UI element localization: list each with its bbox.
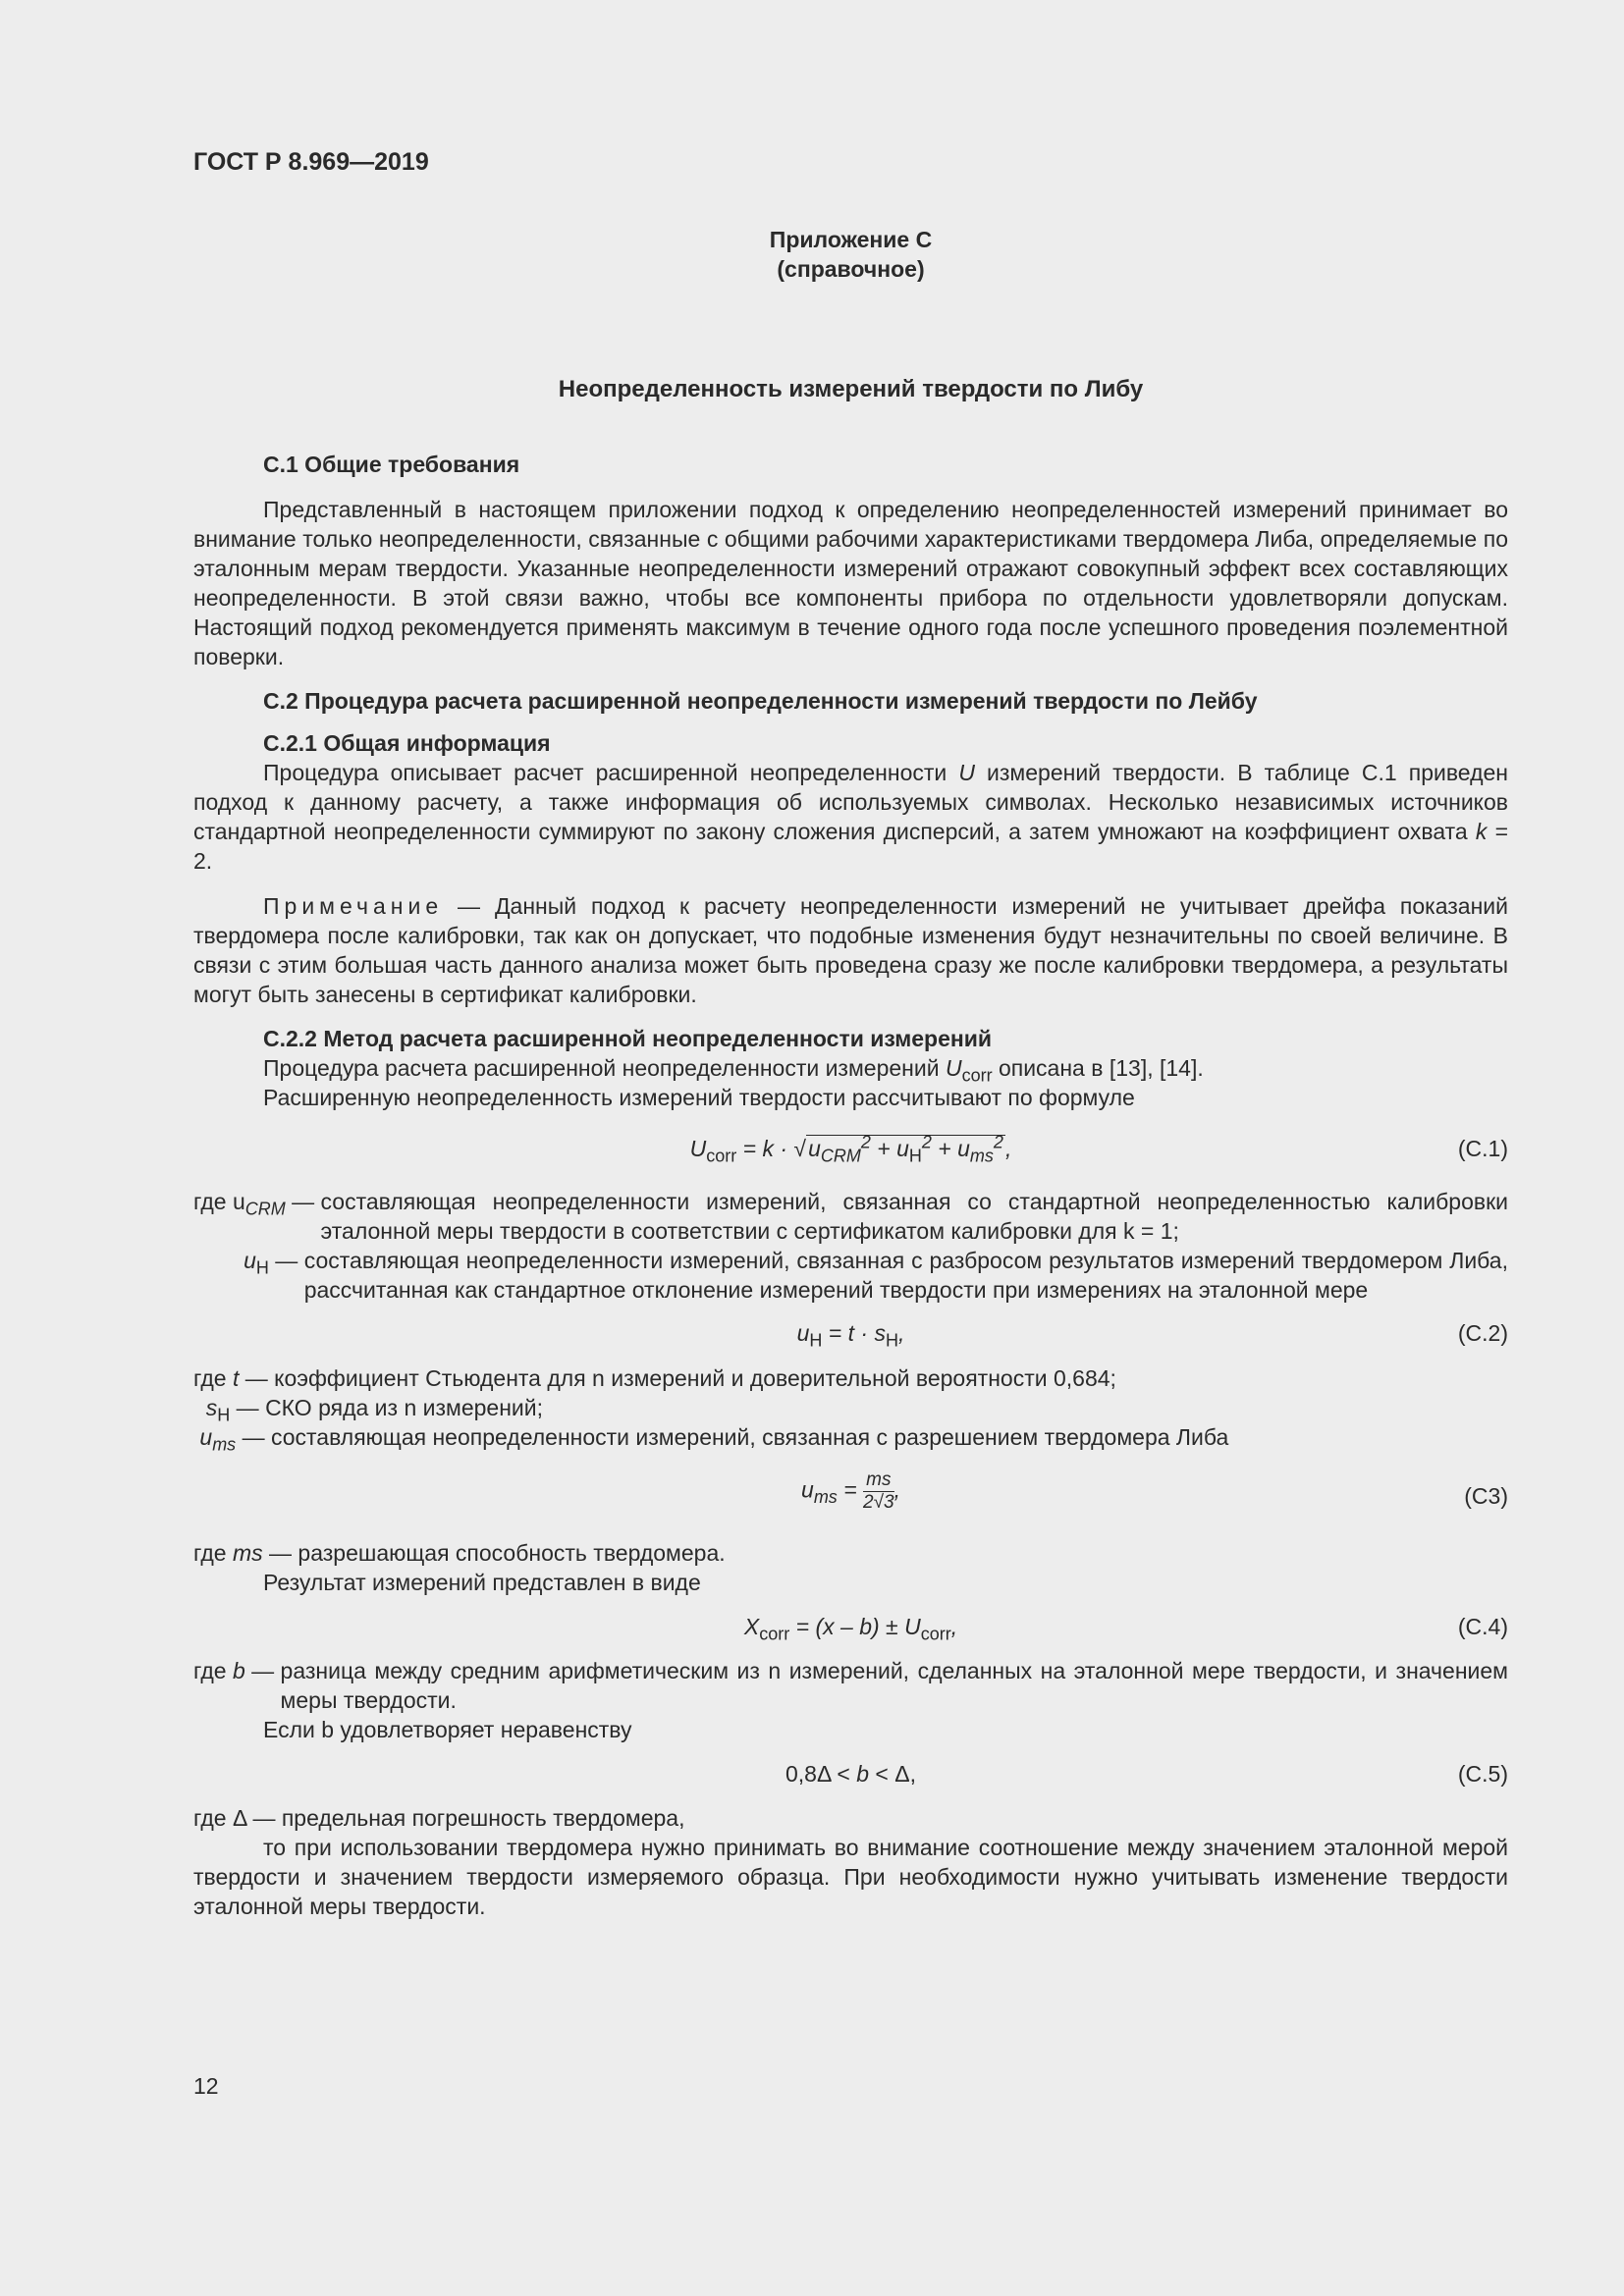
condition-intro: Если b удовлетворяет неравенству [263, 1717, 632, 1742]
formula-c3-number: (С3) [1464, 1483, 1508, 1509]
section-c21-text: Процедура описывает расчет расширенной неопределенности U измерений твердости. В таблице С.1 приведен подход к данному расчету, а также информация об используемых символах. Несколько независимых источников стандартной неопределенности суммируют по закону сложения дисперсий, а затем умножают на коэффициент охвата k = 2. [193, 760, 1508, 874]
where-sh: $s_Н$ — СКО ряда из n измерений; [205, 1395, 544, 1425]
section-c1-heading: С.1 Общие требования [263, 452, 520, 477]
note [193, 891, 1508, 1009]
formula-c2-number: (С.2) [1457, 1320, 1508, 1346]
formula-c3: $u_{ms}$ = $\frac{ms}{2√3}$ , (С3) [801, 1469, 1508, 1513]
document-page [193, 0, 1508, 2296]
appendix-label: Приложение С [769, 227, 933, 252]
where-b: где b — разница между средним арифметическим из n измерений, сделанных на эталонной мере твердости, и значением меры твердости. [193, 1658, 1508, 1713]
formula-c2: $u_Н = t \cdot s_Н$, (С.2) [796, 1320, 1508, 1351]
final-paragraph: то при использовании твердомера нужно принимать во внимание соотношение между значением эталонной мерой твердости и значением твердости измеряемого образца. При необходимости нужно учитывать изменение твердости эталонной меры твердости. [193, 1835, 1508, 1919]
formula-c5-number: (С.5) [1457, 1761, 1508, 1787]
note-label: Примечание [263, 893, 444, 919]
where-ms: где ms — разрешающая способность твердомера. [193, 1540, 726, 1566]
formula-c4: $X_{corr} = (x - b) \pm U_{corr}$, (С.4) [743, 1614, 1508, 1644]
where-delta: где Δ — предельная погрешность твердомера, [193, 1805, 685, 1831]
appendix-heading [193, 225, 1508, 284]
result-intro: Результат измерений представлен в виде [263, 1570, 701, 1595]
standard-number: ГОСТ Р 8.969—2019 [193, 148, 429, 176]
formula-c4-number: (С.4) [1457, 1614, 1508, 1639]
note-text: — Данный подход к расчету неопределенности измерений не учитывает дрейфа показаний твердомера после калибровки, так как он допускает, что подобные изменения будут незначительны по своей величине. В связи с этим большая часть данного анализа может быть проведена сразу же после калибровки твердомера, а результаты могут быть занесены в сертификат калибровки. [193, 893, 1508, 1007]
appendix-title: Неопределенность измерений твердости по Либу [558, 376, 1144, 402]
section-c22-line2: Расширенную неопределенность измерений твердости рассчитывают по формуле [263, 1085, 1135, 1110]
where-ums: $u_{ms}$ — составляющая неопределенности измерений, связанная с разрешением твердомера Либа [199, 1424, 1229, 1455]
formula-c1-number: (С.1) [1457, 1136, 1508, 1161]
appendix-status: (справочное) [777, 256, 925, 282]
document-body [193, 450, 1508, 1921]
formula-c5: 0,8Δ < b < Δ, (С.5) [785, 1761, 1508, 1787]
where-ucrm: где $u_{CRM}$ — составляющая неопределенности измерений, связанная со стандартной неопределенностью калибровки эталонной меры твердости в соответствии с сертификатом калибровки для k = 1; [193, 1189, 1508, 1244]
section-c2-heading: С.2 Процедура расчета расширенной неопределенности измерений твердости по Лейбу [263, 688, 1258, 714]
where-t: где t — коэффициент Стьюдента для n измерений и доверительной вероятности 0,684; [193, 1365, 1116, 1391]
formula-c1: $U_{corr} = k \cdot √u_{CRM}^2 + u_Н^2 + u_{ms}^2$, (С.1) [689, 1132, 1508, 1166]
section-c1-text: Представленный в настоящем приложении подход к определению неопределенностей измерений принимает во внимание только неопределенности, связанные с общими рабочими характеристиками твердомера Либа, определяемые по эталонным мерам твердости. Указанные неопределенности измерений отражают совокупный эффект всех составляющих неопределенности. В этой связи важно, чтобы все компоненты прибора по отдельности удовлетворяли допускам. Настоящий подход рекомендуется применять максимум в течение одного года после успешного проведения поэлементной поверки. [193, 497, 1508, 669]
section-c22-heading: С.2.2 Метод расчета расширенной неопределенности измерений [263, 1026, 993, 1051]
section-c22-line1: Процедура расчета расширенной неопределенности измерений $U_{corr}$ описана в [13], [14]. [263, 1055, 1204, 1086]
page-number: 12 [193, 2073, 219, 2099]
where-uh: $u_Н$ — составляющая неопределенности измерений, связанная с разбросом результатов измерений твердомером Либа, рассчитанная как стандартное отклонение измерений твердости при измерениях на эталонной мере [244, 1248, 1508, 1303]
section-c21-heading: С.2.1 Общая информация [263, 730, 551, 756]
